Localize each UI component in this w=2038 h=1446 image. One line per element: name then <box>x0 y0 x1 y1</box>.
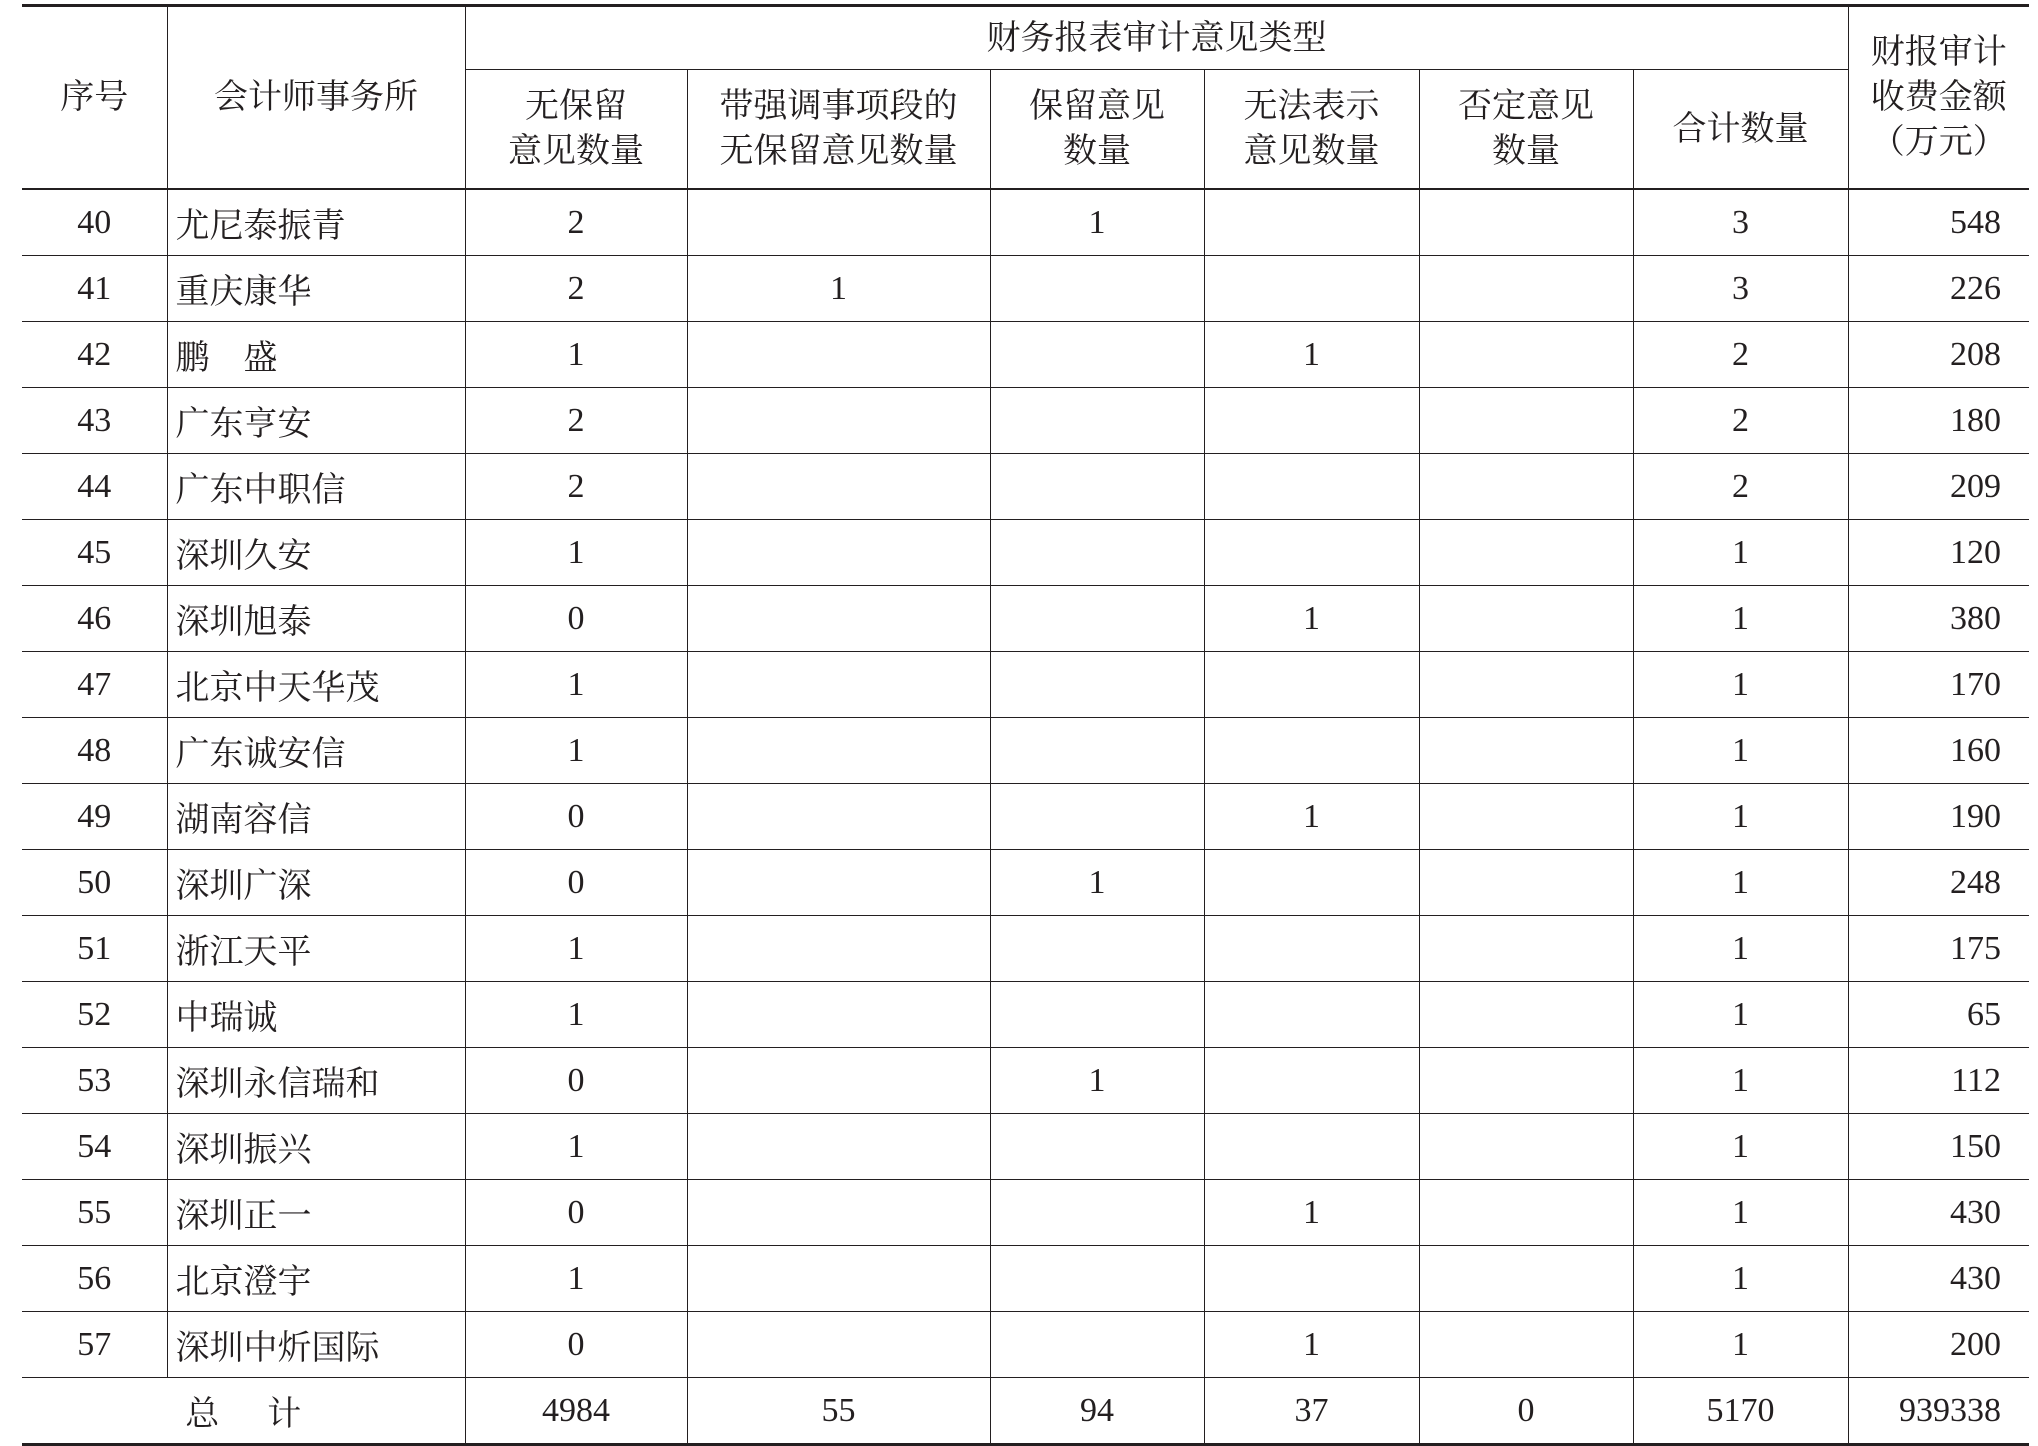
cell-disclaimer: 1 <box>1204 1312 1419 1378</box>
table-row <box>22 1114 2029 1180</box>
table-row <box>22 1048 2029 1114</box>
audit-opinion-table-wrapper <box>22 4 2029 1446</box>
cell-emphasis <box>687 982 990 1048</box>
cell-disclaimer <box>1204 256 1419 322</box>
cell-firm: 深圳振兴 <box>167 1114 465 1180</box>
cell-adverse <box>1419 454 1633 520</box>
cell-adverse <box>1419 1180 1633 1246</box>
cell-fee: 209 <box>1848 454 2029 520</box>
cell-total: 2 <box>1633 388 1848 454</box>
cell-unqualified: 0 <box>465 1048 687 1114</box>
cell-total: 1 <box>1633 1048 1848 1114</box>
table-row <box>22 520 2029 586</box>
cell-firm: 尤尼泰振青 <box>167 189 465 256</box>
cell-seq: 50 <box>22 850 167 916</box>
header-adverse <box>1419 70 1633 190</box>
cell-disclaimer <box>1204 916 1419 982</box>
cell-emphasis <box>687 850 990 916</box>
cell-fee: 150 <box>1848 1114 2029 1180</box>
table-row <box>22 718 2029 784</box>
header-fee <box>1848 6 2029 190</box>
table-body <box>22 189 2029 1445</box>
cell-adverse <box>1419 718 1633 784</box>
cell-unqualified: 1 <box>465 520 687 586</box>
cell-qualified: 1 <box>990 1048 1204 1114</box>
total-unqualified: 4984 <box>465 1378 687 1445</box>
header-seq: 序号 <box>22 6 167 190</box>
cell-fee: 170 <box>1848 652 2029 718</box>
cell-adverse <box>1419 784 1633 850</box>
cell-fee: 226 <box>1848 256 2029 322</box>
table-row <box>22 1246 2029 1312</box>
cell-unqualified: 0 <box>465 1180 687 1246</box>
cell-disclaimer <box>1204 454 1419 520</box>
total-disclaimer: 37 <box>1204 1378 1419 1445</box>
cell-seq: 47 <box>22 652 167 718</box>
cell-seq: 42 <box>22 322 167 388</box>
cell-disclaimer <box>1204 189 1419 256</box>
cell-total: 1 <box>1633 1114 1848 1180</box>
cell-adverse <box>1419 850 1633 916</box>
cell-fee: 65 <box>1848 982 2029 1048</box>
cell-adverse <box>1419 586 1633 652</box>
cell-fee: 248 <box>1848 850 2029 916</box>
cell-unqualified: 0 <box>465 586 687 652</box>
cell-total: 1 <box>1633 916 1848 982</box>
header-unqualified-line2: 意见数量 <box>508 131 644 171</box>
cell-disclaimer: 1 <box>1204 784 1419 850</box>
cell-total: 3 <box>1633 256 1848 322</box>
cell-firm: 深圳广深 <box>167 850 465 916</box>
cell-fee: 175 <box>1848 916 2029 982</box>
cell-seq: 41 <box>22 256 167 322</box>
cell-unqualified: 1 <box>465 1114 687 1180</box>
cell-firm: 湖南容信 <box>167 784 465 850</box>
cell-seq: 49 <box>22 784 167 850</box>
cell-qualified <box>990 520 1204 586</box>
cell-seq: 48 <box>22 718 167 784</box>
cell-emphasis <box>687 189 990 256</box>
cell-qualified <box>990 982 1204 1048</box>
header-firm: 会计师事务所 <box>167 6 465 190</box>
cell-firm: 中瑞诚 <box>167 982 465 1048</box>
table-row <box>22 388 2029 454</box>
cell-adverse <box>1419 520 1633 586</box>
cell-emphasis <box>687 652 990 718</box>
audit-opinion-table <box>22 4 2029 1446</box>
cell-seq: 54 <box>22 1114 167 1180</box>
cell-qualified: 1 <box>990 850 1204 916</box>
header-fee-line1: 财报审计 <box>1870 32 2007 72</box>
cell-emphasis <box>687 1312 990 1378</box>
cell-seq: 51 <box>22 916 167 982</box>
cell-total: 1 <box>1633 850 1848 916</box>
cell-seq: 53 <box>22 1048 167 1114</box>
total-fee: 939338 <box>1848 1378 2029 1445</box>
cell-firm: 浙江天平 <box>167 916 465 982</box>
header-qualified-line2: 数量 <box>1063 131 1131 171</box>
cell-adverse <box>1419 916 1633 982</box>
cell-firm: 深圳久安 <box>167 520 465 586</box>
cell-fee: 120 <box>1848 520 2029 586</box>
cell-qualified <box>990 916 1204 982</box>
cell-fee: 380 <box>1848 586 2029 652</box>
cell-emphasis <box>687 1114 990 1180</box>
cell-unqualified: 2 <box>465 388 687 454</box>
header-unqualified-line1: 无保留 <box>525 86 627 126</box>
cell-unqualified: 1 <box>465 718 687 784</box>
cell-firm: 深圳正一 <box>167 1180 465 1246</box>
header-fee-line3: （万元） <box>1870 122 2007 162</box>
cell-qualified <box>990 718 1204 784</box>
header-emphasis <box>687 70 990 190</box>
total-total: 5170 <box>1633 1378 1848 1445</box>
cell-emphasis <box>687 1180 990 1246</box>
cell-seq: 57 <box>22 1312 167 1378</box>
cell-disclaimer <box>1204 1114 1419 1180</box>
cell-unqualified: 0 <box>465 850 687 916</box>
table-row <box>22 1180 2029 1246</box>
total-qualified: 94 <box>990 1378 1204 1445</box>
cell-seq: 56 <box>22 1246 167 1312</box>
cell-disclaimer <box>1204 388 1419 454</box>
cell-firm: 北京澄宇 <box>167 1246 465 1312</box>
cell-seq: 40 <box>22 189 167 256</box>
cell-disclaimer <box>1204 1246 1419 1312</box>
total-emphasis: 55 <box>687 1378 990 1445</box>
table-row <box>22 850 2029 916</box>
cell-qualified <box>990 586 1204 652</box>
cell-firm: 广东亨安 <box>167 388 465 454</box>
cell-qualified <box>990 454 1204 520</box>
cell-firm: 北京中天华茂 <box>167 652 465 718</box>
cell-adverse <box>1419 1312 1633 1378</box>
cell-unqualified: 0 <box>465 1312 687 1378</box>
cell-fee: 190 <box>1848 784 2029 850</box>
table-row <box>22 916 2029 982</box>
cell-adverse <box>1419 1048 1633 1114</box>
cell-emphasis <box>687 322 990 388</box>
cell-unqualified: 1 <box>465 322 687 388</box>
cell-adverse <box>1419 1114 1633 1180</box>
header-adverse-line1: 否定意见 <box>1458 86 1594 126</box>
cell-firm: 深圳永信瑞和 <box>167 1048 465 1114</box>
cell-total: 1 <box>1633 652 1848 718</box>
cell-disclaimer: 1 <box>1204 1180 1419 1246</box>
table-row <box>22 784 2029 850</box>
table-row <box>22 652 2029 718</box>
cell-firm: 深圳中炘国际 <box>167 1312 465 1378</box>
cell-qualified <box>990 1180 1204 1246</box>
cell-emphasis <box>687 520 990 586</box>
cell-total: 1 <box>1633 718 1848 784</box>
cell-total: 1 <box>1633 1180 1848 1246</box>
cell-total: 2 <box>1633 454 1848 520</box>
cell-total: 1 <box>1633 1246 1848 1312</box>
cell-emphasis: 1 <box>687 256 990 322</box>
total-row <box>22 1378 2029 1445</box>
cell-unqualified: 1 <box>465 1246 687 1312</box>
header-adverse-line2: 数量 <box>1492 131 1560 171</box>
cell-seq: 43 <box>22 388 167 454</box>
cell-seq: 55 <box>22 1180 167 1246</box>
cell-unqualified: 2 <box>465 256 687 322</box>
table-row <box>22 982 2029 1048</box>
table-row <box>22 454 2029 520</box>
cell-adverse <box>1419 322 1633 388</box>
cell-adverse <box>1419 256 1633 322</box>
cell-seq: 46 <box>22 586 167 652</box>
cell-disclaimer <box>1204 850 1419 916</box>
cell-adverse <box>1419 982 1633 1048</box>
cell-total: 1 <box>1633 586 1848 652</box>
header-emphasis-line2: 无保留意见数量 <box>719 131 958 171</box>
cell-seq: 52 <box>22 982 167 1048</box>
cell-disclaimer <box>1204 1048 1419 1114</box>
cell-fee: 430 <box>1848 1180 2029 1246</box>
cell-qualified <box>990 256 1204 322</box>
cell-emphasis <box>687 586 990 652</box>
header-qualified-line1: 保留意见 <box>1029 86 1165 126</box>
cell-emphasis <box>687 1048 990 1114</box>
cell-disclaimer <box>1204 982 1419 1048</box>
cell-fee: 180 <box>1848 388 2029 454</box>
cell-qualified <box>990 1312 1204 1378</box>
cell-unqualified: 0 <box>465 784 687 850</box>
header-qualified <box>990 70 1204 190</box>
cell-fee: 200 <box>1848 1312 2029 1378</box>
cell-emphasis <box>687 784 990 850</box>
cell-firm: 重庆康华 <box>167 256 465 322</box>
cell-fee: 548 <box>1848 189 2029 256</box>
cell-total: 1 <box>1633 1312 1848 1378</box>
header-disclaimer-line1: 无法表示 <box>1243 86 1380 126</box>
cell-total: 1 <box>1633 982 1848 1048</box>
table-row <box>22 189 2029 256</box>
cell-disclaimer <box>1204 520 1419 586</box>
header-fee-line2: 收费金额 <box>1870 77 2007 117</box>
cell-qualified: 1 <box>990 189 1204 256</box>
cell-fee: 208 <box>1848 322 2029 388</box>
cell-emphasis <box>687 916 990 982</box>
header-unqualified <box>465 70 687 190</box>
cell-adverse <box>1419 189 1633 256</box>
cell-emphasis <box>687 454 990 520</box>
cell-disclaimer <box>1204 652 1419 718</box>
cell-adverse <box>1419 388 1633 454</box>
cell-adverse <box>1419 652 1633 718</box>
table-row <box>22 1312 2029 1378</box>
total-label: 总计 <box>22 1378 465 1445</box>
table-row <box>22 256 2029 322</box>
cell-qualified <box>990 784 1204 850</box>
cell-qualified <box>990 652 1204 718</box>
cell-firm: 鹏 盛 <box>167 322 465 388</box>
cell-fee: 112 <box>1848 1048 2029 1114</box>
cell-unqualified: 1 <box>465 652 687 718</box>
cell-unqualified: 1 <box>465 982 687 1048</box>
header-total: 合计数量 <box>1633 70 1848 190</box>
cell-fee: 430 <box>1848 1246 2029 1312</box>
cell-firm: 广东中职信 <box>167 454 465 520</box>
table-row <box>22 586 2029 652</box>
cell-firm: 深圳旭泰 <box>167 586 465 652</box>
cell-unqualified: 2 <box>465 454 687 520</box>
cell-qualified <box>990 388 1204 454</box>
cell-firm: 广东诚安信 <box>167 718 465 784</box>
header-emphasis-line1: 带强调事项段的 <box>719 86 958 126</box>
cell-disclaimer <box>1204 718 1419 784</box>
cell-unqualified: 1 <box>465 916 687 982</box>
cell-total: 1 <box>1633 520 1848 586</box>
cell-emphasis <box>687 718 990 784</box>
header-disclaimer-line2: 意见数量 <box>1243 131 1380 171</box>
cell-total: 1 <box>1633 784 1848 850</box>
cell-qualified <box>990 1114 1204 1180</box>
cell-emphasis <box>687 1246 990 1312</box>
total-adverse: 0 <box>1419 1378 1633 1445</box>
cell-total: 2 <box>1633 322 1848 388</box>
table-header <box>22 6 2029 190</box>
cell-emphasis <box>687 388 990 454</box>
cell-unqualified: 2 <box>465 189 687 256</box>
cell-disclaimer: 1 <box>1204 322 1419 388</box>
header-opinion-type-group: 财务报表审计意见类型 <box>465 6 1848 70</box>
cell-qualified <box>990 1246 1204 1312</box>
header-disclaimer <box>1204 70 1419 190</box>
cell-fee: 160 <box>1848 718 2029 784</box>
cell-total: 3 <box>1633 189 1848 256</box>
cell-qualified <box>990 322 1204 388</box>
cell-seq: 44 <box>22 454 167 520</box>
cell-seq: 45 <box>22 520 167 586</box>
cell-adverse <box>1419 1246 1633 1312</box>
table-row <box>22 322 2029 388</box>
cell-disclaimer: 1 <box>1204 586 1419 652</box>
